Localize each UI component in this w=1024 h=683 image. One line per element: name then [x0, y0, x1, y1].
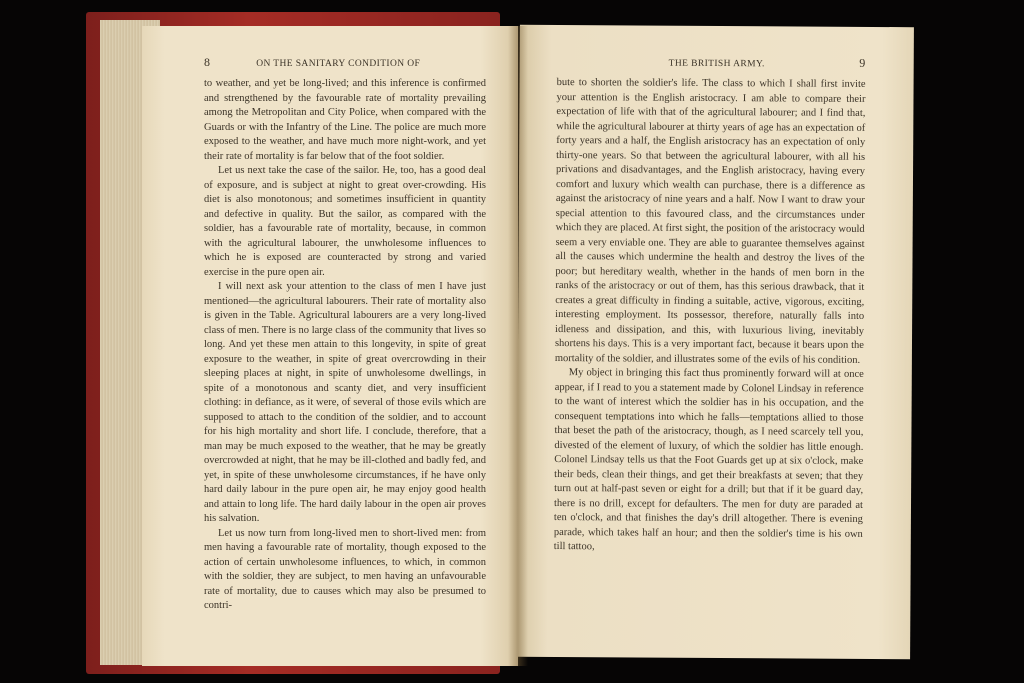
- right-page: [516, 25, 914, 659]
- left-running-head: [204, 55, 486, 70]
- right-page-body: [554, 76, 866, 556]
- right-running-head: [557, 54, 866, 71]
- left-page-body: [204, 77, 486, 614]
- left-paragraph-1: to weather, and yet be long-lived; and this inference is confirmed and strengthened by the favourable rate of mortality prevailing among the Metropolitan and City Police, when compared with the Guards or with the Infantry of the Line. The police are much more exposed to the weather, and have much more night-work, and yet their rate of mortality is far below that of the foot soldier.: [204, 78, 486, 162]
- left-paragraph-2: Let us next take the case of the sailor. He, too, has a good deal of exposure, and is subject at night to great over-crowding. His diet is also monotonous; and sometimes insufficient in quantity and defective in quality. But the sailor, as compared with the soldier, has a favourable rate of mortality, because, in common with the agricultural labourer, the unwholesome influences to which he is exposed are counteracted by strong and varied exercise in the pure open air.: [204, 165, 486, 278]
- left-paragraph-4: Let us now turn from long-lived men to short-lived men: from men having a favourable rate of mortality, though exposed to the action of certain unwholesome influences, to which, in common with the soldier, they are subject, to men having an unfavourable rate of mortality, due to causes which may also be presumed to contri-: [204, 527, 486, 611]
- left-page-number: 8: [204, 55, 211, 69]
- left-page: [142, 26, 518, 666]
- left-paragraph-3: I will next ask your attention to the class of men I have just mentioned—the agricultural labourers. Their rate of mortality also is given in the Table. Agricultural labourers are a very long-lived class of men. There is no large class of the community that lives so long. And yet these men attain to this longevity, in spite of great exposure to the weather, in spite of great overcrowding in their sleeping places at night, in spite of unwholesome dwellings, in spite of a monotonous and scanty diet, and very insufficient clothing: in defiance, as it were, of several of those evils which are supposed to attach to the condition of the soldier, and to account for his high mortality and short life. I conclude, therefore, that a man may be much exposed to the weather, that he may be greatly overcrowded at night, that he may be ill-clothed and badly fed, and yet, in spite of these unwholesome circumstances, if he have only hard daily labour in the pure open air, he may enjoy good health and attain to long life. The hard daily labour in the open air proves his salvation.: [204, 281, 486, 524]
- right-paragraph-1: bute to shorten the soldier's life. The class to which I shall first invite your attention is the English aristocracy. I am able to compare their expectation of life with that of the agricultural labourer; and I find that, while the agricultural labourer at thirty years of age has an expectation of forty years and a half, the English aristocracy has an expectation of only thirty-one years. So that between the agricultural labourer, with all his privations and disadvantages, and the English aristocracy, having every comfort and luxury which wealth can purchase, there is a difference as against the aristocracy of nine years and a half. Now I want to draw your special attention to this favoured class, and the circumstances under which they are placed. At first sight, the position of the aristocracy would seem a very enviable one. They are able to guarantee themselves against all the causes which undermine the health and destroy the lives of the poor; but hereditary wealth, whether in the hands of men born in the ranks of the aristocracy or out of them, has this serious drawback, that it creates a great difficulty in finding a suitable, active, vigorous, exciting, interesting employment. Its possessor, therefore, naturally falls into idleness and dissipation, and this, with luxurious living, inevitably shortens his days. This is a very important fact, because it bears upon the mortality of the soldier, and illustrates some of the evils of his condition.: [554, 77, 866, 366]
- right-paragraph-2: My object in bringing this fact thus prominently forward will at once appear, if I read to you a statement made by Colonel Lindsay in reference to the want of interest which the soldier has in his occupation, and the consequent temptations into which he falls—temptations allied to those that beset the path of the aristocracy, though, as I need scarcely tell you, divested of the element of luxury, of which the soldier has little enough. Colonel Lindsay tells us that the Foot Guards get up at six o'clock, make their beds, clean their things, and get their breakfasts at seven; that they turn out at half-past seven or eight for a drill; but that if it be guard day, there is no drill, except for defaulters. The men for duty are paraded at ten o'clock, and that finishes the day's drill altogether. There is evening parade, which takes half an hour; and then the soldier's time is his own till tattoo,: [553, 367, 864, 553]
- left-running-title: ON THE SANITARY CONDITION OF: [256, 59, 421, 69]
- book-gutter: [508, 26, 528, 666]
- right-running-title: THE BRITISH ARMY.: [668, 58, 765, 70]
- right-page-number: 9: [859, 55, 866, 70]
